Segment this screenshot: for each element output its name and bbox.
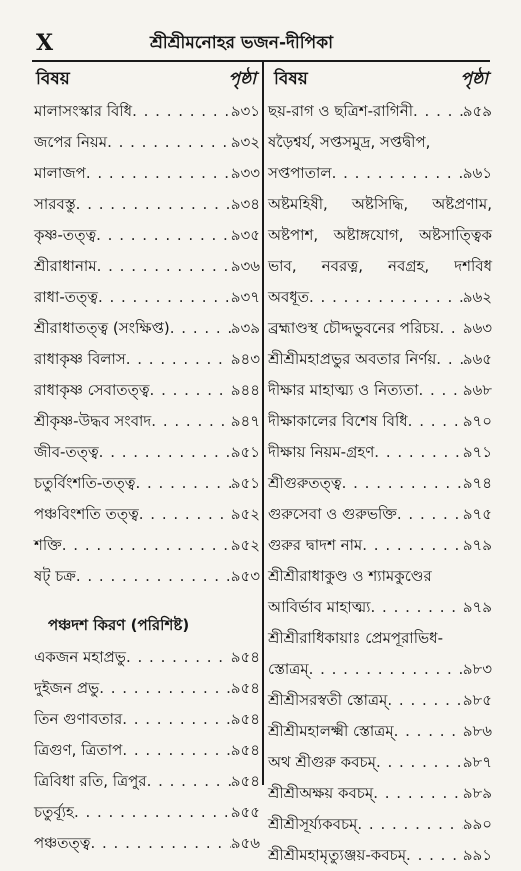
subject-label: বিষয় — [274, 69, 308, 89]
toc-entry[interactable] — [268, 840, 492, 871]
leader-dots — [408, 406, 463, 437]
toc-entry[interactable] — [34, 282, 260, 313]
toc-entry[interactable] — [268, 158, 492, 189]
toc-entry[interactable] — [268, 468, 492, 499]
leader-dots — [76, 561, 231, 592]
toc-entry[interactable] — [34, 313, 260, 344]
leader-dots — [90, 828, 230, 859]
entry-page: ৯৪৭ — [230, 412, 260, 430]
leader-dots — [397, 499, 463, 530]
leader-dots — [99, 673, 231, 704]
leader-dots — [170, 313, 231, 344]
toc-entry[interactable] — [268, 313, 492, 344]
leader-dots — [418, 375, 462, 406]
entry-title: অষ্টপাশ, অষ্টাঙ্গযোগ, অষ্টসাত্ত্বিক — [268, 226, 492, 244]
leader-dots — [150, 375, 231, 406]
leader-dots — [357, 809, 462, 840]
entry-title: ব্রহ্মাণ্ডস্থ চৌদ্দভুবনের পরিচয় — [268, 319, 440, 337]
leader-dots — [436, 344, 462, 375]
entry-page: ৯৬৩ — [462, 319, 492, 337]
leader-dots — [62, 530, 231, 561]
entry-title: সপ্তপাতাল — [268, 164, 332, 182]
toc-entry[interactable] — [34, 437, 260, 468]
leader-dots — [342, 468, 463, 499]
entry-page: ৯৮৯ — [462, 784, 492, 802]
entry-page: ৯৭০ — [462, 412, 492, 430]
toc-entry[interactable] — [34, 499, 260, 530]
entry-title: ত্রিগুণ, ত্রিতাপ — [34, 741, 123, 759]
leader-dots — [97, 251, 231, 282]
entry-title: দুইজন প্রভু — [34, 679, 100, 697]
leader-dots — [98, 282, 231, 313]
entry-page: ৯৫২ — [230, 505, 260, 523]
entry-page: ৯৫৯ — [462, 102, 492, 120]
leader-dots — [135, 468, 230, 499]
leader-dots — [107, 127, 231, 158]
page-label: পৃষ্ঠা — [460, 69, 488, 89]
entry-page: ৯৯১ — [462, 846, 492, 864]
leader-dots — [439, 313, 462, 344]
leader-dots — [139, 499, 231, 530]
toc-entry[interactable] — [34, 189, 260, 220]
leader-dots — [96, 220, 231, 251]
entry-page: ৯৩৬ — [230, 257, 260, 275]
leader-dots — [376, 747, 463, 778]
entry-title: ভাব, নবরত্ন, নবগ্রহ, দশবিধ — [268, 257, 492, 275]
leader-dots — [387, 685, 462, 716]
leader-dots — [406, 840, 463, 871]
leader-dots — [151, 406, 230, 437]
entry-title: চতুর্ব্যূহ — [34, 803, 74, 821]
right-column-header — [270, 66, 492, 92]
header-rule — [32, 60, 490, 62]
left-column-header — [32, 66, 260, 92]
entry-page: ৯৫৬ — [230, 834, 260, 852]
entry-title: দীক্ষায় নিয়ম-গ্রহণ — [268, 443, 375, 461]
toc-entry[interactable] — [268, 747, 492, 778]
entry-title: শ্রীকৃষ্ণ-উদ্ধব সংবাদ — [34, 412, 152, 430]
toc-entry[interactable] — [34, 375, 260, 406]
entry-page: ৯৯০ — [462, 815, 492, 833]
entry-page: ৯৮৫ — [462, 691, 492, 709]
leader-dots — [126, 642, 231, 673]
leader-dots — [309, 654, 463, 685]
toc-entry[interactable] — [268, 499, 492, 530]
toc-entry[interactable] — [34, 673, 260, 704]
toc-entry[interactable] — [34, 406, 260, 437]
entry-page: ৯৪৩ — [230, 350, 260, 368]
entry-title: শ্রীগুরুতত্ত্ব — [268, 474, 342, 492]
entry-page: ৯৩৫ — [230, 226, 260, 244]
entry-title: ছয়-রাগ ও ছত্রিশ-রাগিনী — [268, 102, 414, 120]
entry-page: ৯৩২ — [230, 133, 260, 151]
entry-title: স্তোত্রম্ — [268, 660, 309, 678]
entry-title: একজন মহাপ্রভু — [34, 648, 126, 666]
entry-page: ৯৫২ — [230, 536, 260, 554]
entry-page: ৯৫৪ — [230, 648, 260, 666]
entry-title: তিন গুণাবতার — [34, 710, 123, 728]
leader-dots — [371, 592, 463, 623]
toc-entry[interactable] — [34, 828, 260, 859]
toc-entry[interactable] — [34, 251, 260, 282]
toc-entry[interactable] — [34, 96, 260, 127]
leader-dots — [86, 158, 231, 189]
entry-title: শ্রীশ্রীমহামৃত্যুঞ্জয়-কবচম্ — [268, 846, 407, 864]
entry-title: চতুর্বিংশতি-তত্ত্ব — [34, 474, 136, 492]
toc-entry[interactable] — [268, 282, 492, 313]
entry-page: ৯৬১ — [462, 164, 492, 182]
leader-dots — [309, 282, 463, 313]
entry-page: ৯৬৮ — [462, 381, 492, 399]
toc-entry[interactable] — [268, 530, 492, 561]
entry-title: শ্রীরাধাতত্ত্ব (সংক্ষিপ্ত) — [34, 319, 170, 337]
entry-page: ৯৫৪ — [230, 772, 260, 790]
entry-page: ৯৫৩ — [230, 567, 260, 585]
entry-title: রাধাকৃষ্ণ সেবাতত্ত্ব — [34, 381, 150, 399]
entry-page: ৯৫৪ — [230, 679, 260, 697]
leader-dots — [122, 735, 230, 766]
entry-title: শ্রীশ্রীমহাপ্রভুর অবতার নির্ণয় — [268, 350, 437, 368]
toc-entry[interactable] — [34, 704, 260, 735]
entry-page: ৯৮৩ — [462, 660, 492, 678]
entry-page: ৯৭৯ — [462, 598, 492, 616]
toc-entry[interactable] — [34, 530, 260, 561]
entry-page: ৯৫১ — [230, 474, 260, 492]
leader-dots — [373, 778, 463, 809]
entry-title: দীক্ষাকালের বিশেষ বিধি — [268, 412, 408, 430]
entry-title: ষড়ৈশ্বর্য, সপ্তসমুদ্র, সপ্তদ্বীপ, — [268, 133, 431, 151]
page-header — [0, 0, 521, 58]
leader-dots — [413, 96, 463, 127]
toc-entry[interactable] — [34, 642, 260, 673]
entry-page: ৯৩১ — [230, 102, 260, 120]
entry-title: ত্রিবিধা রতি, ত্রিপুর — [34, 772, 147, 790]
subject-label: বিষয় — [36, 69, 70, 89]
entry-title: গুরুসেবা ও গুরুভক্তি — [268, 505, 397, 523]
toc-entry-line[interactable] — [268, 189, 492, 220]
toc-entry-line[interactable] — [268, 623, 492, 654]
entry-title: কৃষ্ণ-তত্ত্ব — [34, 226, 97, 244]
toc-entry[interactable] — [268, 344, 492, 375]
entry-title: শ্রীরাধানাম — [34, 257, 97, 275]
leader-dots — [332, 158, 463, 189]
entry-page: ৯৩৯ — [230, 319, 260, 337]
left-column — [34, 96, 260, 859]
entry-page: ৯৭৯ — [462, 536, 492, 554]
entry-title: অথ শ্রীগুরু কবচম্ — [268, 753, 376, 771]
toc-entry[interactable] — [268, 778, 492, 809]
entry-page: ৯৫৫ — [230, 803, 260, 821]
entry-page: ৯৭৫ — [462, 505, 492, 523]
entry-page: ৯৩৭ — [230, 288, 260, 306]
entry-title: শ্রীশ্রীরাধাকুণ্ড ও শ্যামকুণ্ডের — [268, 567, 432, 585]
entry-page: ৯৫১ — [230, 443, 260, 461]
toc-entry-line[interactable] — [268, 220, 492, 251]
column-divider — [262, 61, 264, 785]
entry-title: পঞ্চতত্ত্ব — [34, 834, 91, 852]
toc-entry[interactable] — [34, 766, 260, 797]
toc-entry[interactable] — [268, 716, 492, 747]
toc-entry[interactable] — [34, 127, 260, 158]
entry-page: ৯৮৬ — [462, 722, 492, 740]
entry-title: রাধাকৃষ্ণ বিলাস — [34, 350, 126, 368]
entry-title: অবধূত — [268, 288, 310, 306]
toc-entry[interactable] — [268, 375, 492, 406]
page-label: পৃষ্ঠা — [228, 69, 256, 89]
toc-entry[interactable] — [34, 220, 260, 251]
toc-entry[interactable] — [34, 158, 260, 189]
leader-dots — [126, 344, 231, 375]
entry-page: ৯৬২ — [462, 288, 492, 306]
entry-page: ৯৫৪ — [230, 710, 260, 728]
spacer — [34, 592, 260, 608]
leader-dots — [394, 716, 463, 747]
entry-title: আবির্ভাব মাহাত্ম্য — [268, 598, 371, 616]
running-title: শ্রীশ্রীমনোহর ভজন-দীপিকা — [150, 33, 334, 53]
entry-title: পঞ্চবিংশতি তত্ত্ব — [34, 505, 139, 523]
toc-entry[interactable] — [34, 561, 260, 592]
entry-page: ৯৭১ — [462, 443, 492, 461]
page-number: X — [36, 30, 54, 56]
entry-title: মালাজপ — [34, 164, 86, 182]
entry-title: শ্রীশ্রীমহালক্ষ্মী স্তোত্রম্ — [268, 722, 394, 740]
leader-dots — [74, 797, 231, 828]
toc-entry[interactable] — [268, 654, 492, 685]
leader-dots — [122, 704, 231, 735]
entry-page: ৯৫৪ — [230, 741, 260, 759]
toc-entry[interactable] — [268, 809, 492, 840]
toc-entry[interactable] — [268, 437, 492, 468]
toc-entry[interactable] — [268, 685, 492, 716]
leader-dots — [374, 437, 462, 468]
entry-page: ৯৭৪ — [462, 474, 492, 492]
leader-dots — [147, 766, 231, 797]
toc-entry[interactable] — [34, 735, 260, 766]
entry-title: শ্রীশ্রীসরস্বতী স্তোত্রম্ — [268, 691, 388, 709]
toc-entry[interactable] — [34, 344, 260, 375]
entry-title: অষ্টমহিষী, অষ্টসিদ্ধি, অষ্টপ্রণাম, — [268, 195, 492, 213]
entry-title: দীক্ষার মাহাত্ম্য ও নিত্যতা — [268, 381, 419, 399]
toc-entry[interactable] — [268, 592, 492, 623]
entry-page: ৯৩৩ — [230, 164, 260, 182]
entry-page: ৯৮৭ — [462, 753, 492, 771]
section-title: পঞ্চদশ কিরণ (পরিশিষ্ট) — [48, 616, 190, 634]
entry-page: ৯৪৪ — [230, 381, 260, 399]
entry-title: শ্রীশ্রীঅক্ষয় কবচম্ — [268, 784, 374, 802]
toc-entry[interactable] — [34, 797, 260, 828]
toc-entry-line[interactable] — [268, 251, 492, 282]
entry-title: গুরুর দ্বাদশ নাম — [268, 536, 363, 554]
entry-title: রাধা-তত্ত্ব — [34, 288, 98, 306]
entry-title: মালাসংস্কার বিধি — [34, 102, 133, 120]
entry-page: ৯৬৫ — [462, 350, 492, 368]
toc-entry[interactable] — [268, 406, 492, 437]
toc-entry[interactable] — [268, 96, 492, 127]
entry-title: শক্তি — [34, 536, 62, 554]
entry-title: জীব-তত্ত্ব — [34, 443, 99, 461]
entry-title: জপের নিয়ম — [34, 133, 108, 151]
toc-entry-line[interactable] — [268, 561, 492, 592]
right-column — [268, 96, 492, 871]
entry-title: শ্রীশ্রীরাধিকায়াঃ প্রেমপূরাভিধ- — [268, 629, 443, 647]
entry-title: সারবস্তু — [34, 195, 76, 213]
toc-entry-line[interactable] — [268, 127, 492, 158]
leader-dots — [99, 437, 231, 468]
leader-dots — [76, 189, 231, 220]
leader-dots — [132, 96, 231, 127]
entry-page: ৯৩৪ — [230, 195, 260, 213]
toc-entry[interactable] — [34, 468, 260, 499]
entry-title: শ্রীশ্রীসূর্য্যকবচম্ — [268, 815, 358, 833]
entry-title: ষট্ চক্র — [34, 567, 76, 585]
leader-dots — [362, 530, 463, 561]
